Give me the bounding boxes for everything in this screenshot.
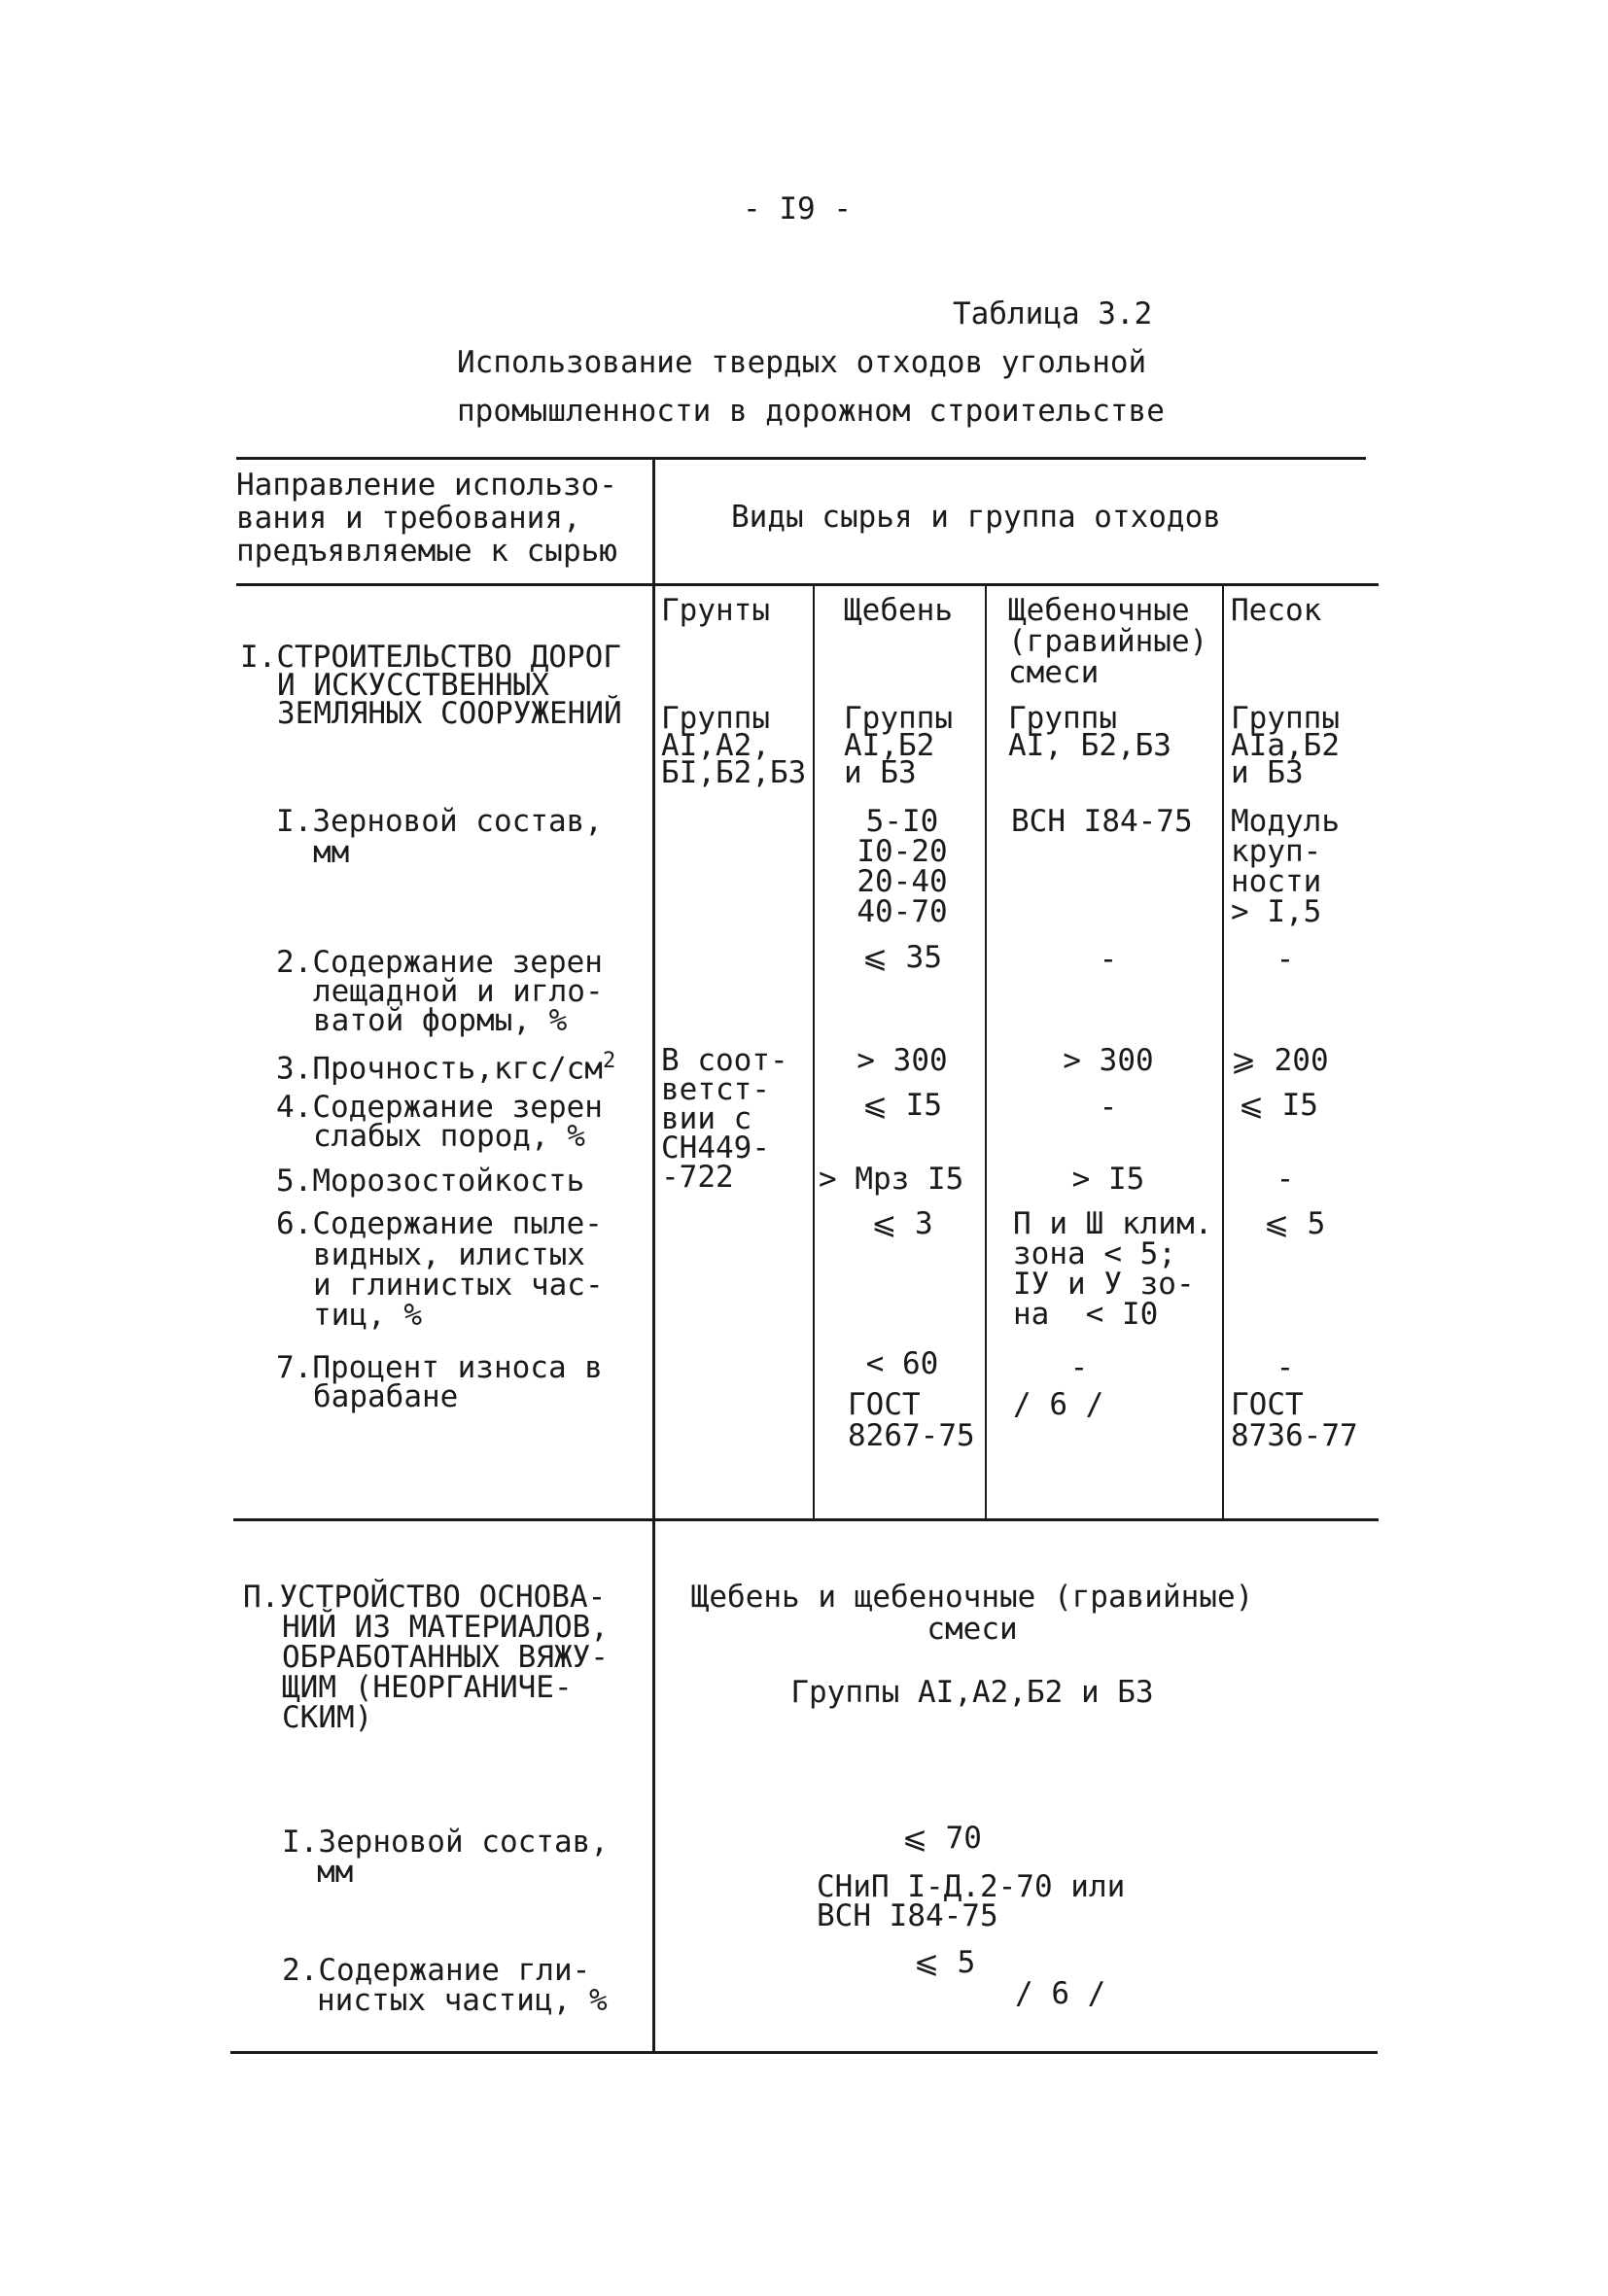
groups-line: Группы — [1008, 701, 1117, 736]
req-1-smesi: ВСН I84-75 — [1011, 804, 1193, 839]
section-divider-rule — [233, 1518, 1379, 1521]
req-3-label — [276, 1046, 616, 1087]
req-label-line: мм — [317, 1855, 354, 1890]
req-label-line: и глинистых час- — [313, 1268, 604, 1303]
section-title-line: ЗЕМЛЯНЫХ СООРУЖЕНИЙ — [277, 696, 622, 731]
req-3-shcheben: > 300 — [856, 1043, 948, 1078]
groups-line: AI, Б2,Б3 — [1008, 728, 1171, 763]
main-vertical-rule — [652, 457, 655, 2051]
value-line: зона < 5; — [1013, 1236, 1176, 1271]
section-2-req-2-value: ⩽ 5 — [914, 1945, 976, 1980]
value-line: круп- — [1231, 834, 1322, 869]
column-header-line: смеси — [1008, 655, 1100, 690]
req-3-smesi: > 300 — [1063, 1043, 1154, 1078]
req-label-line: 4.Содержание зерен — [276, 1090, 603, 1125]
req-label-line: нистых частиц, % — [317, 1983, 608, 2018]
req-label-line: 2.Содержание гли- — [282, 1953, 591, 1988]
req-label-line: I.Зерновой состав, — [282, 1825, 609, 1860]
ref-line: СНиП I-Д.2-70 или — [817, 1869, 1126, 1904]
groups-line: Группы — [844, 701, 953, 736]
table-bottom-rule — [230, 2051, 1378, 2054]
section-title-line: НИЙ ИЗ МАТЕРИАЛОВ, — [282, 1610, 609, 1645]
req-5-smesi: > I5 — [1071, 1162, 1145, 1197]
column-header-shcheben: Щебень — [844, 593, 953, 628]
req-4-shcheben: ⩽ I5 — [862, 1088, 942, 1123]
section-2-groups: Группы AI,A2,Б2 и Б3 — [790, 1675, 1154, 1710]
req-label-line: 6.Содержание пыле- — [276, 1206, 603, 1241]
table-title-line-1: Использование твердых отходов угольной — [457, 345, 1147, 380]
ref-line: ВСН I84-75 — [817, 1898, 998, 1933]
req-label-line: мм — [313, 835, 350, 870]
value-line: IУ и У зо- — [1013, 1267, 1195, 1302]
groups-line: AIa,Б2 — [1231, 728, 1340, 763]
ref-smesi: / 6 / — [1013, 1387, 1104, 1422]
value-line: ности — [1231, 864, 1322, 899]
value-line: > I,5 — [1231, 894, 1322, 929]
req-label-line: слабых пород, % — [313, 1119, 585, 1154]
column-header-gruntu: Грунты — [661, 593, 770, 628]
note-line: ветст- — [661, 1072, 770, 1107]
note-line: СН449- — [661, 1131, 770, 1165]
req-6-shcheben: ⩽ 3 — [871, 1206, 933, 1241]
column-header-line: Щебеночные — [1008, 593, 1190, 628]
table-title-line-2: промышленности в дорожном строительстве — [457, 394, 1165, 429]
note-line: -722 — [661, 1160, 734, 1195]
groups-line: Группы — [1231, 701, 1340, 736]
req-6-pesok: ⩽ 5 — [1264, 1206, 1326, 1241]
req-7-smesi: - — [1069, 1350, 1089, 1385]
value-line: П и Ш клим. — [1013, 1206, 1213, 1241]
req-label-line: ватой формы, % — [313, 1003, 568, 1038]
ref-line: ГОСТ — [848, 1387, 921, 1422]
section-title-line: СКИМ) — [282, 1700, 373, 1735]
req-label-text: 3.Прочность,кгс/см — [276, 1051, 603, 1087]
value-line: Модуль — [1231, 804, 1340, 839]
table-label: Таблица 3.2 — [953, 296, 1153, 331]
req-label-superscript: 2 — [602, 1049, 616, 1073]
ref-line: ГОСТ — [1231, 1387, 1304, 1422]
header-bottom-rule — [236, 583, 1379, 586]
header-left-line: Направление использо- — [236, 468, 617, 503]
req-4-smesi: - — [1099, 1090, 1118, 1125]
req-label-line: 7.Процент износа в — [276, 1350, 603, 1385]
req-label-line: I.Зерновой состав, — [276, 804, 603, 839]
req-label-line: тиц, % — [313, 1298, 422, 1333]
header-left-line: вания и требования, — [236, 501, 581, 536]
column-header-line: (гравийные) — [1008, 624, 1208, 659]
column-header-pesok: Песок — [1231, 593, 1322, 628]
req-5-pesok: - — [1276, 1162, 1295, 1197]
req-5-shcheben: > Мрз I5 — [819, 1162, 964, 1197]
section-title-line: ОБРАБОТАННЫХ ВЯЖУ- — [282, 1640, 609, 1675]
req-label-line: лещадной и игло- — [313, 974, 604, 1009]
section-title-line: I.СТРОИТЕЛЬСТВО ДОРОГ — [240, 640, 621, 675]
groups-line: и Б3 — [1231, 755, 1304, 790]
section-2-req-1-value: ⩽ 70 — [902, 1821, 982, 1856]
req-5-label: 5.Морозостойкость — [276, 1164, 585, 1199]
section-2-req-2-ref: / 6 / — [1015, 1976, 1106, 2011]
value-line: I0-20 — [856, 834, 948, 869]
note-line: вии с — [661, 1101, 752, 1136]
groups-line: AI,Б2 — [844, 728, 935, 763]
table-top-rule — [236, 457, 1366, 460]
section-title-line: И ИСКУССТВЕННЫХ — [277, 668, 549, 703]
req-7-shcheben: < 60 — [865, 1346, 939, 1381]
req-4-pesok: ⩽ I5 — [1239, 1088, 1318, 1123]
req-label-line: видных, илистых — [313, 1237, 585, 1272]
req-label-line: барабане — [313, 1379, 459, 1414]
column-rule-3 — [1222, 583, 1224, 1518]
page-number: - I9 - — [743, 191, 852, 226]
material-line: Щебень и щебеночные (гравийные) — [690, 1580, 1254, 1615]
groups-line: БI,Б2,Б3 — [661, 755, 807, 790]
value-line: 5-I0 — [865, 804, 939, 839]
value-line: 20-40 — [856, 864, 948, 899]
column-rule-1 — [813, 583, 815, 1518]
section-title-line: П.УСТРОЙСТВО ОСНОВА- — [243, 1580, 607, 1615]
groups-line: Группы — [661, 701, 770, 736]
groups-line: AI,A2, — [661, 728, 770, 763]
column-rule-2 — [985, 583, 987, 1518]
header-left-line: предъявляемые к сырью — [236, 534, 617, 569]
req-7-pesok: - — [1276, 1350, 1295, 1385]
req-2-pesok: - — [1276, 942, 1295, 977]
note-line: В соот- — [661, 1043, 788, 1078]
value-line: 40-70 — [856, 894, 948, 929]
req-3-pesok: ⩾ 200 — [1231, 1043, 1329, 1078]
req-label-line: 2.Содержание зерен — [276, 945, 603, 980]
req-2-shcheben: ⩽ 35 — [862, 940, 942, 975]
header-right-cell: Виды сырья и группа отходов — [731, 500, 1221, 535]
groups-line: и Б3 — [844, 755, 917, 790]
ref-line: 8267-75 — [848, 1418, 975, 1453]
section-title-line: ЩИМ (НЕОРГАНИЧЕ- — [282, 1670, 573, 1705]
material-line: смеси — [926, 1612, 1018, 1647]
ref-line: 8736-77 — [1231, 1418, 1358, 1453]
req-2-smesi: - — [1099, 942, 1118, 977]
value-line: на < I0 — [1013, 1297, 1159, 1332]
